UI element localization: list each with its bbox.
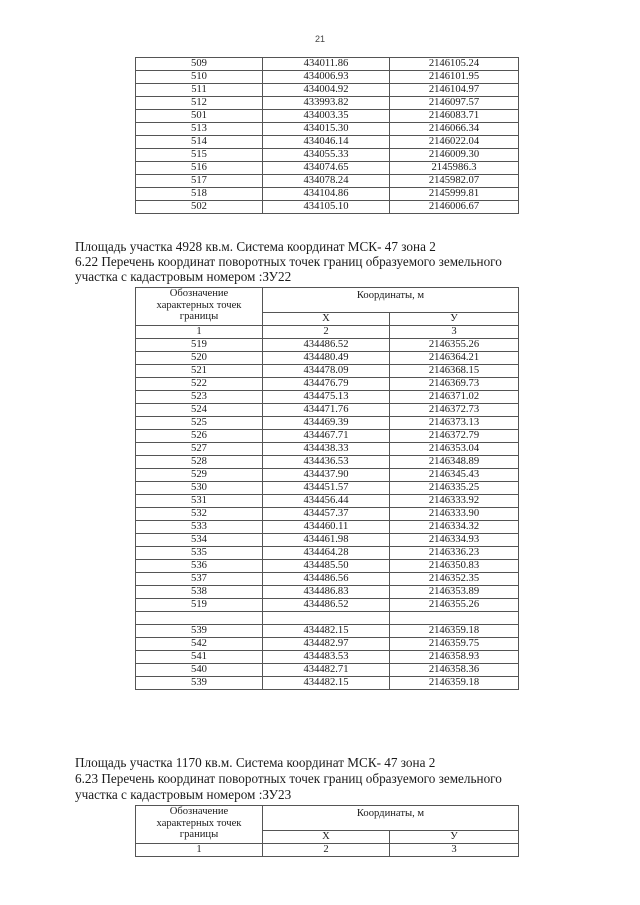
point-id-cell: 520 — [136, 352, 263, 365]
x-coordinate-cell: 434004.92 — [263, 84, 390, 97]
table-row — [136, 599, 519, 612]
coordinates-header: Координаты, м — [263, 806, 519, 831]
table-row — [136, 651, 519, 664]
point-id-cell: 524 — [136, 404, 263, 417]
x-coordinate-cell: 434482.15 — [263, 677, 390, 690]
area-statement-1: Площадь участка 4928 кв.м. Система координат МСК- 47 зона 2 — [75, 239, 436, 254]
y-coordinate-cell: 2145986.3 — [390, 162, 519, 175]
point-id-cell: 518 — [136, 188, 263, 201]
table-row — [136, 97, 519, 110]
point-id-cell: 501 — [136, 110, 263, 123]
section-6-22-heading-cont: участка с кадастровым номером :ЗУ22 — [75, 269, 292, 284]
y-coordinate-cell: 2146022.04 — [390, 136, 519, 149]
y-coordinate-cell: 2146334.32 — [390, 521, 519, 534]
x-coordinate-cell: 434074.65 — [263, 162, 390, 175]
y-coordinate-cell: 2146105.24 — [390, 58, 519, 71]
table-row — [136, 417, 519, 430]
x-coordinate-cell: 434461.98 — [263, 534, 390, 547]
designation-header — [136, 288, 263, 326]
point-id-cell: 514 — [136, 136, 263, 149]
x-coordinate-cell: 434104.86 — [263, 188, 390, 201]
point-id-cell: 531 — [136, 495, 263, 508]
table-row — [136, 586, 519, 599]
designation-header-l2: характерных точек — [156, 299, 242, 311]
table-row — [136, 456, 519, 469]
x-coordinate-cell: 434105.10 — [263, 201, 390, 214]
y-coordinate-cell: 2146353.89 — [390, 586, 519, 599]
column-number: 2 — [263, 844, 390, 857]
designation-header-l3: границы — [179, 829, 219, 840]
table-row — [136, 508, 519, 521]
x-coordinate-cell: 434486.52 — [263, 339, 390, 352]
point-id-cell: 529 — [136, 469, 263, 482]
table-row — [136, 664, 519, 677]
x-coordinate-cell: 434011.86 — [263, 58, 390, 71]
y-coordinate-cell: 2146371.02 — [390, 391, 519, 404]
column-number: 3 — [390, 326, 519, 339]
point-id-cell: 516 — [136, 162, 263, 175]
table-row — [136, 573, 519, 586]
x-coordinate-cell: 434464.28 — [263, 547, 390, 560]
point-id-cell: 535 — [136, 547, 263, 560]
y-coordinate-cell: 2146359.18 — [390, 625, 519, 638]
y-coordinate-cell: 2146364.21 — [390, 352, 519, 365]
y-coordinate-cell: 2146372.73 — [390, 404, 519, 417]
point-id-cell: 525 — [136, 417, 263, 430]
x-coordinate-cell: 434483.53 — [263, 651, 390, 664]
y-coordinate-cell: 2146083.71 — [390, 110, 519, 123]
x-coordinate-cell: 434457.37 — [263, 508, 390, 521]
table-row — [136, 162, 519, 175]
y-coordinate-cell: 2146345.43 — [390, 469, 519, 482]
column-number-row — [136, 326, 519, 339]
area-statement-2: Площадь участка 1170 кв.м. Система координат МСК- 47 зона 2 — [75, 755, 436, 770]
table-row — [136, 404, 519, 417]
x-coordinate-cell: 434482.71 — [263, 664, 390, 677]
section-6-23-heading-cont: участка с кадастровым номером :ЗУ23 — [75, 787, 292, 802]
y-coordinate-cell: 2146101.95 — [390, 71, 519, 84]
x-header: Х — [263, 831, 390, 844]
table-row — [136, 378, 519, 391]
x-coordinate-cell: 434469.39 — [263, 417, 390, 430]
y-coordinate-cell: 2146359.75 — [390, 638, 519, 651]
table-row — [136, 149, 519, 162]
point-id-cell: 538 — [136, 586, 263, 599]
page-number: 21 — [314, 34, 325, 44]
x-coordinate-cell: 434437.90 — [263, 469, 390, 482]
x-coordinate-cell: 434438.33 — [263, 443, 390, 456]
table-row — [136, 625, 519, 638]
table-row — [136, 110, 519, 123]
table-row — [136, 495, 519, 508]
point-id-cell: 512 — [136, 97, 263, 110]
table-row — [136, 443, 519, 456]
point-id-cell: 511 — [136, 84, 263, 97]
table-spacer-row — [136, 612, 519, 625]
section-6-22-heading: 6.22 Перечень координат поворотных точек границ образуемого земельного — [75, 254, 502, 269]
table-row — [136, 638, 519, 651]
y-coordinate-cell: 2146358.36 — [390, 664, 519, 677]
point-id-cell: 509 — [136, 58, 263, 71]
table-row — [136, 84, 519, 97]
x-coordinate-cell: 434482.15 — [263, 625, 390, 638]
y-coordinate-cell: 2146333.90 — [390, 508, 519, 521]
y-coordinate-cell: 2146352.35 — [390, 573, 519, 586]
table-row — [136, 469, 519, 482]
x-coordinate-cell: 434476.79 — [263, 378, 390, 391]
x-coordinate-cell: 434015.30 — [263, 123, 390, 136]
coordinates-table-zu22 — [135, 287, 519, 690]
y-coordinate-cell: 2146372.79 — [390, 430, 519, 443]
point-id-cell: 539 — [136, 677, 263, 690]
y-coordinate-cell: 2146006.67 — [390, 201, 519, 214]
x-coordinate-cell: 433993.82 — [263, 97, 390, 110]
y-coordinate-cell: 2145999.81 — [390, 188, 519, 201]
y-coordinate-cell: 2146358.93 — [390, 651, 519, 664]
x-coordinate-cell: 434475.13 — [263, 391, 390, 404]
y-coordinate-cell: 2146355.26 — [390, 339, 519, 352]
table-row — [136, 201, 519, 214]
y-header: У — [390, 831, 519, 844]
point-id-cell: 519 — [136, 599, 263, 612]
column-number-row — [136, 844, 519, 857]
y-header: У — [390, 313, 519, 326]
point-id-cell: 533 — [136, 521, 263, 534]
point-id-cell: 542 — [136, 638, 263, 651]
x-coordinate-cell: 434006.93 — [263, 71, 390, 84]
y-coordinate-cell: 2145982.07 — [390, 175, 519, 188]
empty-cell — [390, 612, 519, 625]
y-coordinate-cell: 2146373.13 — [390, 417, 519, 430]
designation-header-l1: Обозначение — [169, 806, 229, 817]
y-coordinate-cell: 2146348.89 — [390, 456, 519, 469]
point-id-cell: 510 — [136, 71, 263, 84]
column-number: 2 — [263, 326, 390, 339]
y-coordinate-cell: 2146334.93 — [390, 534, 519, 547]
designation-header — [136, 806, 263, 844]
table-row — [136, 365, 519, 378]
table-row — [136, 534, 519, 547]
x-coordinate-cell: 434480.49 — [263, 352, 390, 365]
x-coordinate-cell: 434482.97 — [263, 638, 390, 651]
x-coordinate-cell: 434451.57 — [263, 482, 390, 495]
y-coordinate-cell: 2146355.26 — [390, 599, 519, 612]
x-coordinate-cell: 434055.33 — [263, 149, 390, 162]
column-number: 3 — [390, 844, 519, 857]
x-header: Х — [263, 313, 390, 326]
x-coordinate-cell: 434460.11 — [263, 521, 390, 534]
point-id-cell: 527 — [136, 443, 263, 456]
point-id-cell: 513 — [136, 123, 263, 136]
table-row — [136, 175, 519, 188]
point-id-cell: 517 — [136, 175, 263, 188]
point-id-cell: 541 — [136, 651, 263, 664]
designation-header-l1: Обозначение — [169, 288, 229, 299]
x-coordinate-cell: 434078.24 — [263, 175, 390, 188]
column-number: 1 — [136, 844, 263, 857]
table-row — [136, 339, 519, 352]
table-row — [136, 123, 519, 136]
y-coordinate-cell: 2146333.92 — [390, 495, 519, 508]
point-id-cell: 502 — [136, 201, 263, 214]
designation-header-l2: характерных точек — [156, 817, 242, 829]
x-coordinate-cell: 434486.52 — [263, 599, 390, 612]
y-coordinate-cell: 2146097.57 — [390, 97, 519, 110]
x-coordinate-cell: 434486.56 — [263, 573, 390, 586]
point-id-cell: 523 — [136, 391, 263, 404]
point-id-cell: 526 — [136, 430, 263, 443]
coordinates-table-zu23 — [135, 805, 519, 857]
y-coordinate-cell: 2146368.15 — [390, 365, 519, 378]
y-coordinate-cell: 2146350.83 — [390, 560, 519, 573]
x-coordinate-cell: 434486.83 — [263, 586, 390, 599]
x-coordinate-cell: 434478.09 — [263, 365, 390, 378]
designation-header-l3: границы — [179, 311, 219, 322]
x-coordinate-cell: 434471.76 — [263, 404, 390, 417]
point-id-cell: 528 — [136, 456, 263, 469]
point-id-cell: 540 — [136, 664, 263, 677]
table-row — [136, 391, 519, 404]
y-coordinate-cell: 2146066.34 — [390, 123, 519, 136]
point-id-cell: 539 — [136, 625, 263, 638]
table-row — [136, 352, 519, 365]
y-coordinate-cell: 2146353.04 — [390, 443, 519, 456]
table-row — [136, 136, 519, 149]
point-id-cell: 536 — [136, 560, 263, 573]
table-row — [136, 430, 519, 443]
point-id-cell: 534 — [136, 534, 263, 547]
point-id-cell: 530 — [136, 482, 263, 495]
table-row — [136, 521, 519, 534]
x-coordinate-cell: 434456.44 — [263, 495, 390, 508]
table-header-row — [136, 806, 519, 831]
coordinates-table-continued — [135, 57, 519, 214]
point-id-cell: 522 — [136, 378, 263, 391]
y-coordinate-cell: 2146369.73 — [390, 378, 519, 391]
y-coordinate-cell: 2146359.18 — [390, 677, 519, 690]
point-id-cell: 532 — [136, 508, 263, 521]
point-id-cell: 521 — [136, 365, 263, 378]
table-row — [136, 71, 519, 84]
table-row — [136, 188, 519, 201]
table-row — [136, 58, 519, 71]
x-coordinate-cell: 434046.14 — [263, 136, 390, 149]
column-number: 1 — [136, 326, 263, 339]
table-row — [136, 482, 519, 495]
coordinates-header: Координаты, м — [263, 288, 519, 313]
x-coordinate-cell: 434436.53 — [263, 456, 390, 469]
table-row — [136, 677, 519, 690]
table-row — [136, 560, 519, 573]
x-coordinate-cell: 434485.50 — [263, 560, 390, 573]
table-row — [136, 547, 519, 560]
point-id-cell: 515 — [136, 149, 263, 162]
point-id-cell: 537 — [136, 573, 263, 586]
point-id-cell: 519 — [136, 339, 263, 352]
empty-cell — [136, 612, 263, 625]
y-coordinate-cell: 2146336.23 — [390, 547, 519, 560]
x-coordinate-cell: 434467.71 — [263, 430, 390, 443]
empty-cell — [263, 612, 390, 625]
section-6-23-heading: 6.23 Перечень координат поворотных точек границ образуемого земельного — [75, 771, 502, 786]
table-header-row — [136, 288, 519, 313]
y-coordinate-cell: 2146335.25 — [390, 482, 519, 495]
y-coordinate-cell: 2146104.97 — [390, 84, 519, 97]
x-coordinate-cell: 434003.35 — [263, 110, 390, 123]
y-coordinate-cell: 2146009.30 — [390, 149, 519, 162]
